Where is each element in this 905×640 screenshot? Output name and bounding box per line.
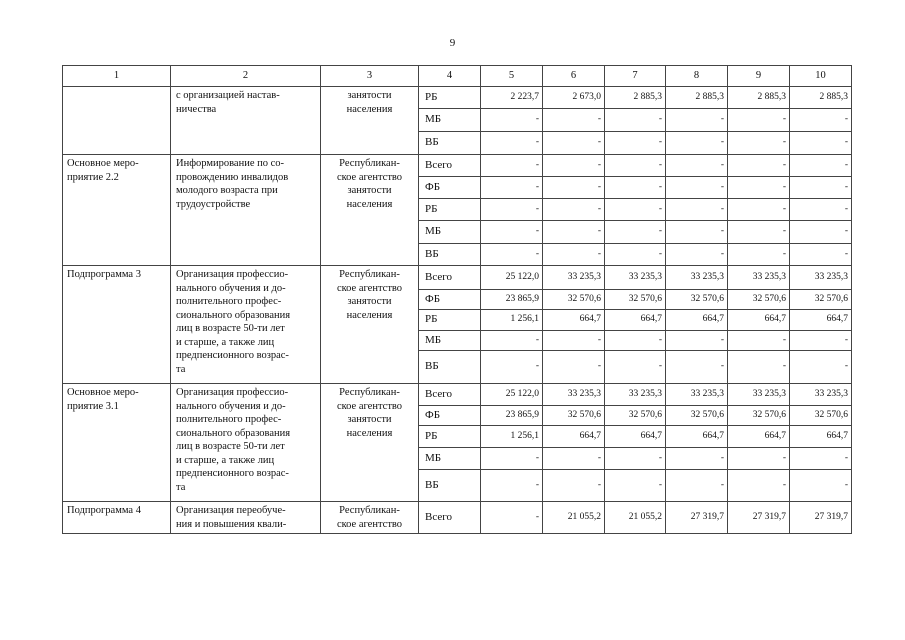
value-cell: - — [728, 351, 790, 384]
header-row — [63, 66, 852, 87]
table-row — [63, 502, 852, 534]
executor-cell-text: Республикан- ское агентство — [336, 505, 403, 530]
value-cell: 33 235,3 — [666, 384, 728, 406]
executor-cell-text: Республикан- ское агентство занятости населения — [336, 387, 403, 439]
funding-source-cell: МБ — [419, 331, 481, 351]
value-cell: - — [666, 244, 728, 266]
executor-cell — [321, 155, 419, 266]
value-cell: - — [481, 109, 543, 132]
value-cell: 32 570,6 — [543, 406, 605, 426]
header-cell: 5 — [481, 66, 543, 87]
value-cell: 32 570,6 — [666, 290, 728, 310]
value-cell: 33 235,3 — [728, 266, 790, 290]
value-cell: 27 319,7 — [728, 502, 790, 534]
table-row — [63, 266, 852, 290]
value-cell: - — [728, 448, 790, 470]
funding-source-cell: ФБ — [419, 406, 481, 426]
value-cell: 2 223,7 — [481, 87, 543, 109]
value-cell: 32 570,6 — [605, 406, 666, 426]
value-cell: - — [728, 132, 790, 155]
value-cell: - — [666, 155, 728, 177]
value-cell: - — [481, 155, 543, 177]
row-label-cell-text: Основное меро- приятие 2.2 — [67, 158, 139, 183]
value-cell: 21 055,2 — [605, 502, 666, 534]
value-cell: - — [666, 470, 728, 502]
executor-cell — [321, 384, 419, 502]
value-cell: - — [790, 221, 852, 244]
value-cell: - — [543, 448, 605, 470]
funding-source-cell: МБ — [419, 109, 481, 132]
value-cell: 664,7 — [728, 310, 790, 331]
value-cell: - — [481, 221, 543, 244]
value-cell: - — [666, 351, 728, 384]
value-cell: 664,7 — [605, 426, 666, 448]
table-row — [63, 155, 852, 177]
value-cell: 1 256,1 — [481, 426, 543, 448]
value-cell: 27 319,7 — [790, 502, 852, 534]
value-cell: - — [728, 470, 790, 502]
row-label-cell-text: Подпрограмма 3 — [67, 269, 141, 280]
value-cell: 32 570,6 — [790, 290, 852, 310]
executor-cell — [321, 87, 419, 155]
value-cell: 664,7 — [605, 310, 666, 331]
value-cell: - — [481, 331, 543, 351]
value-cell: 2 885,3 — [728, 87, 790, 109]
value-cell: 2 673,0 — [543, 87, 605, 109]
funding-source-cell: ВБ — [419, 351, 481, 384]
executor-cell-text: занятости населения — [346, 90, 393, 115]
value-cell: - — [790, 470, 852, 502]
value-cell: - — [666, 221, 728, 244]
value-cell: - — [481, 470, 543, 502]
value-cell: 25 122,0 — [481, 266, 543, 290]
value-cell: - — [666, 199, 728, 221]
value-cell: 32 570,6 — [790, 406, 852, 426]
value-cell: - — [543, 244, 605, 266]
budget-table — [62, 65, 852, 534]
value-cell: 32 570,6 — [728, 290, 790, 310]
value-cell: 33 235,3 — [666, 266, 728, 290]
value-cell: - — [666, 331, 728, 351]
value-cell: - — [728, 155, 790, 177]
value-cell: 33 235,3 — [543, 266, 605, 290]
header-cell: 10 — [790, 66, 852, 87]
value-cell: - — [666, 448, 728, 470]
value-cell: 23 865,9 — [481, 290, 543, 310]
value-cell: - — [790, 132, 852, 155]
value-cell: 1 256,1 — [481, 310, 543, 331]
funding-source-cell: Всего — [419, 155, 481, 177]
value-cell: - — [605, 470, 666, 502]
value-cell: - — [543, 199, 605, 221]
row-label-cell-text: Подпрограмма 4 — [67, 505, 141, 516]
row-label-cell — [63, 155, 171, 266]
value-cell: - — [481, 177, 543, 199]
value-cell: - — [543, 351, 605, 384]
value-cell: 21 055,2 — [543, 502, 605, 534]
value-cell: 33 235,3 — [790, 384, 852, 406]
header-cell: 7 — [605, 66, 666, 87]
value-cell: - — [790, 177, 852, 199]
header-cell: 8 — [666, 66, 728, 87]
value-cell: - — [790, 244, 852, 266]
value-cell: 32 570,6 — [543, 290, 605, 310]
value-cell: - — [790, 331, 852, 351]
description-cell — [171, 87, 321, 155]
value-cell: 32 570,6 — [728, 406, 790, 426]
value-cell: - — [790, 199, 852, 221]
value-cell: 664,7 — [666, 310, 728, 331]
funding-source-cell: РБ — [419, 426, 481, 448]
value-cell: - — [605, 448, 666, 470]
value-cell: - — [605, 155, 666, 177]
value-cell: 2 885,3 — [666, 87, 728, 109]
funding-source-cell: РБ — [419, 310, 481, 331]
value-cell: - — [543, 470, 605, 502]
value-cell: - — [605, 199, 666, 221]
table-row — [63, 87, 852, 109]
value-cell: - — [481, 351, 543, 384]
table-row — [63, 384, 852, 406]
description-cell-text: с организацией настав- ничества — [176, 90, 280, 115]
value-cell: - — [605, 177, 666, 199]
value-cell: - — [605, 244, 666, 266]
funding-source-cell: ВБ — [419, 132, 481, 155]
description-cell — [171, 155, 321, 266]
value-cell: 2 885,3 — [605, 87, 666, 109]
description-cell — [171, 266, 321, 384]
value-cell: 27 319,7 — [666, 502, 728, 534]
description-cell-text: Организация профессио- нального обучения и до- полнительного профес- сионального образования лиц в возрасте 50-ти лет и старше, а также лиц предпенсионного возрас- та — [176, 269, 291, 375]
value-cell: - — [605, 351, 666, 384]
value-cell: - — [728, 177, 790, 199]
value-cell: - — [728, 331, 790, 351]
value-cell: 33 235,3 — [543, 384, 605, 406]
value-cell: - — [605, 109, 666, 132]
value-cell: 664,7 — [543, 310, 605, 331]
executor-cell — [321, 266, 419, 384]
value-cell: - — [481, 199, 543, 221]
executor-cell-text: Республикан- ское агентство занятости населения — [336, 269, 403, 321]
header-cell: 3 — [321, 66, 419, 87]
value-cell: - — [790, 109, 852, 132]
header-cell: 9 — [728, 66, 790, 87]
value-cell: - — [728, 244, 790, 266]
value-cell: 23 865,9 — [481, 406, 543, 426]
value-cell: 664,7 — [790, 310, 852, 331]
header-cell: 2 — [171, 66, 321, 87]
row-label-cell — [63, 266, 171, 384]
value-cell: 664,7 — [666, 426, 728, 448]
funding-source-cell: Всего — [419, 266, 481, 290]
description-cell — [171, 384, 321, 502]
value-cell: 33 235,3 — [790, 266, 852, 290]
value-cell: - — [481, 502, 543, 534]
funding-source-cell: МБ — [419, 448, 481, 470]
value-cell: - — [543, 155, 605, 177]
value-cell: 25 122,0 — [481, 384, 543, 406]
value-cell: - — [728, 109, 790, 132]
description-cell-text: Информирование по со- провождению инвалидов молодого возраста при трудоустройстве — [176, 158, 289, 210]
value-cell: 2 885,3 — [790, 87, 852, 109]
funding-source-cell: Всего — [419, 384, 481, 406]
executor-cell — [321, 502, 419, 534]
value-cell: - — [666, 132, 728, 155]
executor-cell-text: Республикан- ское агентство занятости населения — [336, 158, 403, 210]
funding-source-cell: РБ — [419, 199, 481, 221]
header-cell: 4 — [419, 66, 481, 87]
value-cell: - — [790, 155, 852, 177]
funding-source-cell: Всего — [419, 502, 481, 534]
funding-source-cell: МБ — [419, 221, 481, 244]
value-cell: - — [605, 221, 666, 244]
description-cell-text: Организация переобуче- ния и повышения квали- — [176, 505, 287, 530]
value-cell: - — [543, 132, 605, 155]
value-cell: - — [605, 331, 666, 351]
value-cell: 33 235,3 — [605, 266, 666, 290]
value-cell: - — [728, 221, 790, 244]
value-cell: - — [481, 132, 543, 155]
value-cell: - — [481, 448, 543, 470]
value-cell: 33 235,3 — [605, 384, 666, 406]
value-cell: - — [666, 177, 728, 199]
value-cell: 664,7 — [543, 426, 605, 448]
value-cell: - — [543, 177, 605, 199]
value-cell: - — [790, 448, 852, 470]
value-cell: 664,7 — [728, 426, 790, 448]
value-cell: - — [605, 132, 666, 155]
value-cell: 32 570,6 — [666, 406, 728, 426]
description-cell-text: Организация профессио- нального обучения и до- полнительного профес- сионального образования лиц в возрасте 50-ти лет и старше, а также лиц предпенсионного возрас- та — [176, 387, 291, 493]
funding-source-cell: ВБ — [419, 244, 481, 266]
row-label-cell — [63, 87, 171, 155]
description-cell — [171, 502, 321, 534]
value-cell: - — [543, 221, 605, 244]
row-label-cell — [63, 384, 171, 502]
funding-source-cell: ФБ — [419, 177, 481, 199]
value-cell: 664,7 — [790, 426, 852, 448]
funding-source-cell: ФБ — [419, 290, 481, 310]
page-number: 9 — [449, 37, 456, 49]
value-cell: 33 235,3 — [728, 384, 790, 406]
value-cell: - — [666, 109, 728, 132]
funding-source-cell: ВБ — [419, 470, 481, 502]
row-label-cell-text: Основное меро- приятие 3.1 — [67, 387, 139, 412]
value-cell: - — [790, 351, 852, 384]
header-cell: 6 — [543, 66, 605, 87]
header-cell: 1 — [63, 66, 171, 87]
value-cell: - — [543, 109, 605, 132]
funding-source-cell: РБ — [419, 87, 481, 109]
value-cell: 32 570,6 — [605, 290, 666, 310]
row-label-cell — [63, 502, 171, 534]
value-cell: - — [481, 244, 543, 266]
value-cell: - — [728, 199, 790, 221]
value-cell: - — [543, 331, 605, 351]
